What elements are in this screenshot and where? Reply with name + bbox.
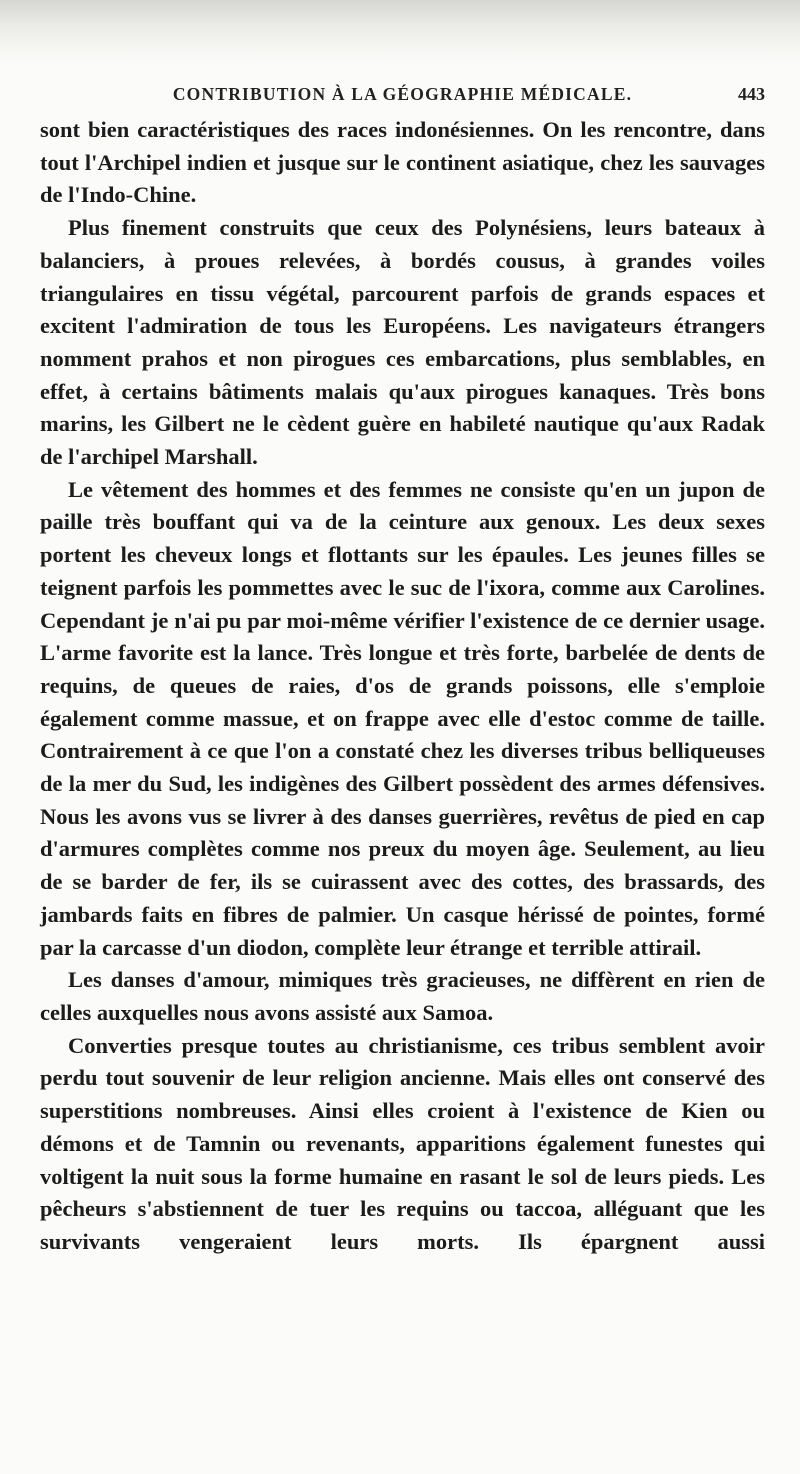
paragraph-4: Les danses d'amour, mimiques très gracieuses, ne diffèrent en rien de celles auxquelles nous avons assisté aux Samoa. [40,967,765,1025]
running-head: CONTRIBUTION À LA GÉOGRAPHIE MÉDICALE. [172,84,633,104]
body-text [40,114,765,1259]
paragraph-2: Plus finement construits que ceux des Polynésiens, leurs bateaux à balanciers, à proues relevées, à bordés cousus, à grandes voiles triangulaires en tissu végétal, parcourent parfois de grands espaces et excitent l'admiration de tous les Européens. Les navigateurs étrangers nomment prahos et non pirogues ces embarcations, plus semblables, en effet, à certains bâtiments malais qu'aux pirogues kanaques. Très bons marins, les Gilbert ne le cèdent guère en habileté nautique qu'aux Radak de l'archipel Marshall. [40,215,765,470]
scan-top-shading [0,0,800,62]
page-header [40,84,765,114]
paragraph-1: sont bien caractéristiques des races indonésiennes. On les rencontre, dans tout l'Archipel indien et jusque sur le continent asiatique, chez les sauvages de l'Indo-Chine. [40,117,765,208]
paragraph-3: Le vêtement des hommes et des femmes ne consiste qu'en un jupon de paille très bouffant qui va de la ceinture aux genoux. Les deux sexes portent les cheveux longs et flottants sur les épaules. Les jeunes filles se teignent parfois les pommettes avec le suc de l'ixora, comme aux Carolines. Cependant je n'ai pu par moi-même vérifier l'existence de ce dernier usage. L'arme favorite est la lance. Très longue et très forte, barbelée de dents de requins, de queues de raies, d'os de grands poissons, elle s'emploie également comme massue, et on frappe avec elle d'estoc comme de taille. Contrairement à ce que l'on a constaté chez les diverses tribus belliqueuses de la mer du Sud, les indigènes des Gilbert possèdent des armes défensives. Nous les avons vus se livrer à des danses guerrières, revêtus de pied en cap d'armures complètes comme nos preux du moyen âge. Seulement, au lieu de se barder de fer, ils se cuirassent avec des cottes, des brassards, des jambards faits en fibres de palmier. Un casque hérissé de pointes, formé par la carcasse d'un diodon, complète leur étrange et terrible attirail. [40,476,765,960]
paragraph-5: Converties presque toutes au christianisme, ces tribus semblent avoir perdu tout souvenir de leur religion ancienne. Mais elles ont conservé des superstitions nombreuses. Ainsi elles croient à l'existence de Kien ou démons et de Tamnin ou revenants, apparitions également funestes qui voltigent la nuit sous la forme humaine en rasant le sol de leurs pieds. Les pêcheurs s'abstiennent de tuer les requins ou taccoa, alléguant que les survivants vengeraient leurs morts. Ils épargnent aussi [40,1032,765,1254]
page-number: 443 [738,84,765,104]
